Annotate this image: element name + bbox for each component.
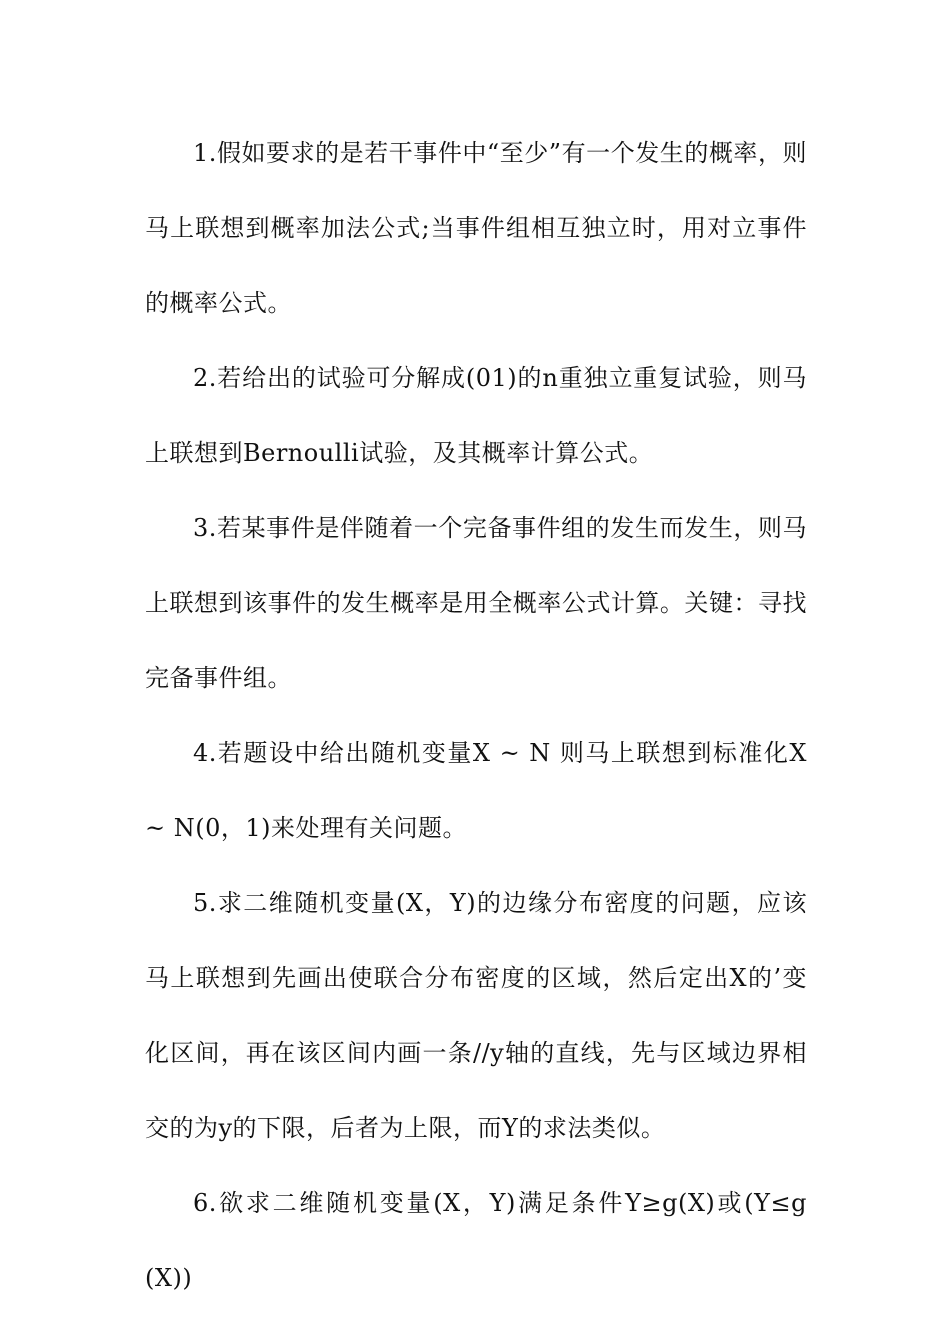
paragraph-3: 3.若某事件是伴随着一个完备事件组的发生而发生，则马上联想到该事件的发生概率是用全概率公式计算。关键：寻找完备事件组。 xyxy=(145,514,807,692)
paragraph-5: 5.求二维随机变量(X，Y)的边缘分布密度的问题，应该马上联想到先画出使联合分布密度的区域，然后定出X的’变化区间，再在该区间内画一条//y轴的直线，先与区域边界相交的为y的下限，后者为上限，而Y的求法类似。 xyxy=(145,889,807,1142)
document-body xyxy=(145,116,807,1316)
paragraph-6: 6.欲求二维随机变量(X，Y)满足条件Y≥g(X)或(Y≤g(X)) xyxy=(145,1189,807,1292)
paragraph-1: 1.假如要求的是若干事件中“至少”有一个发生的概率，则马上联想到概率加法公式;当事件组相互独立时，用对立事件的概率公式。 xyxy=(145,139,807,317)
paragraph-4: 4.若题设中给出随机变量X ~ N 则马上联想到标准化X ~ N(0，1)来处理有关问题。 xyxy=(145,739,807,842)
paragraph-2: 2.若给出的试验可分解成(01)的n重独立重复试验，则马上联想到Bernoulli试验，及其概率计算公式。 xyxy=(145,364,807,467)
